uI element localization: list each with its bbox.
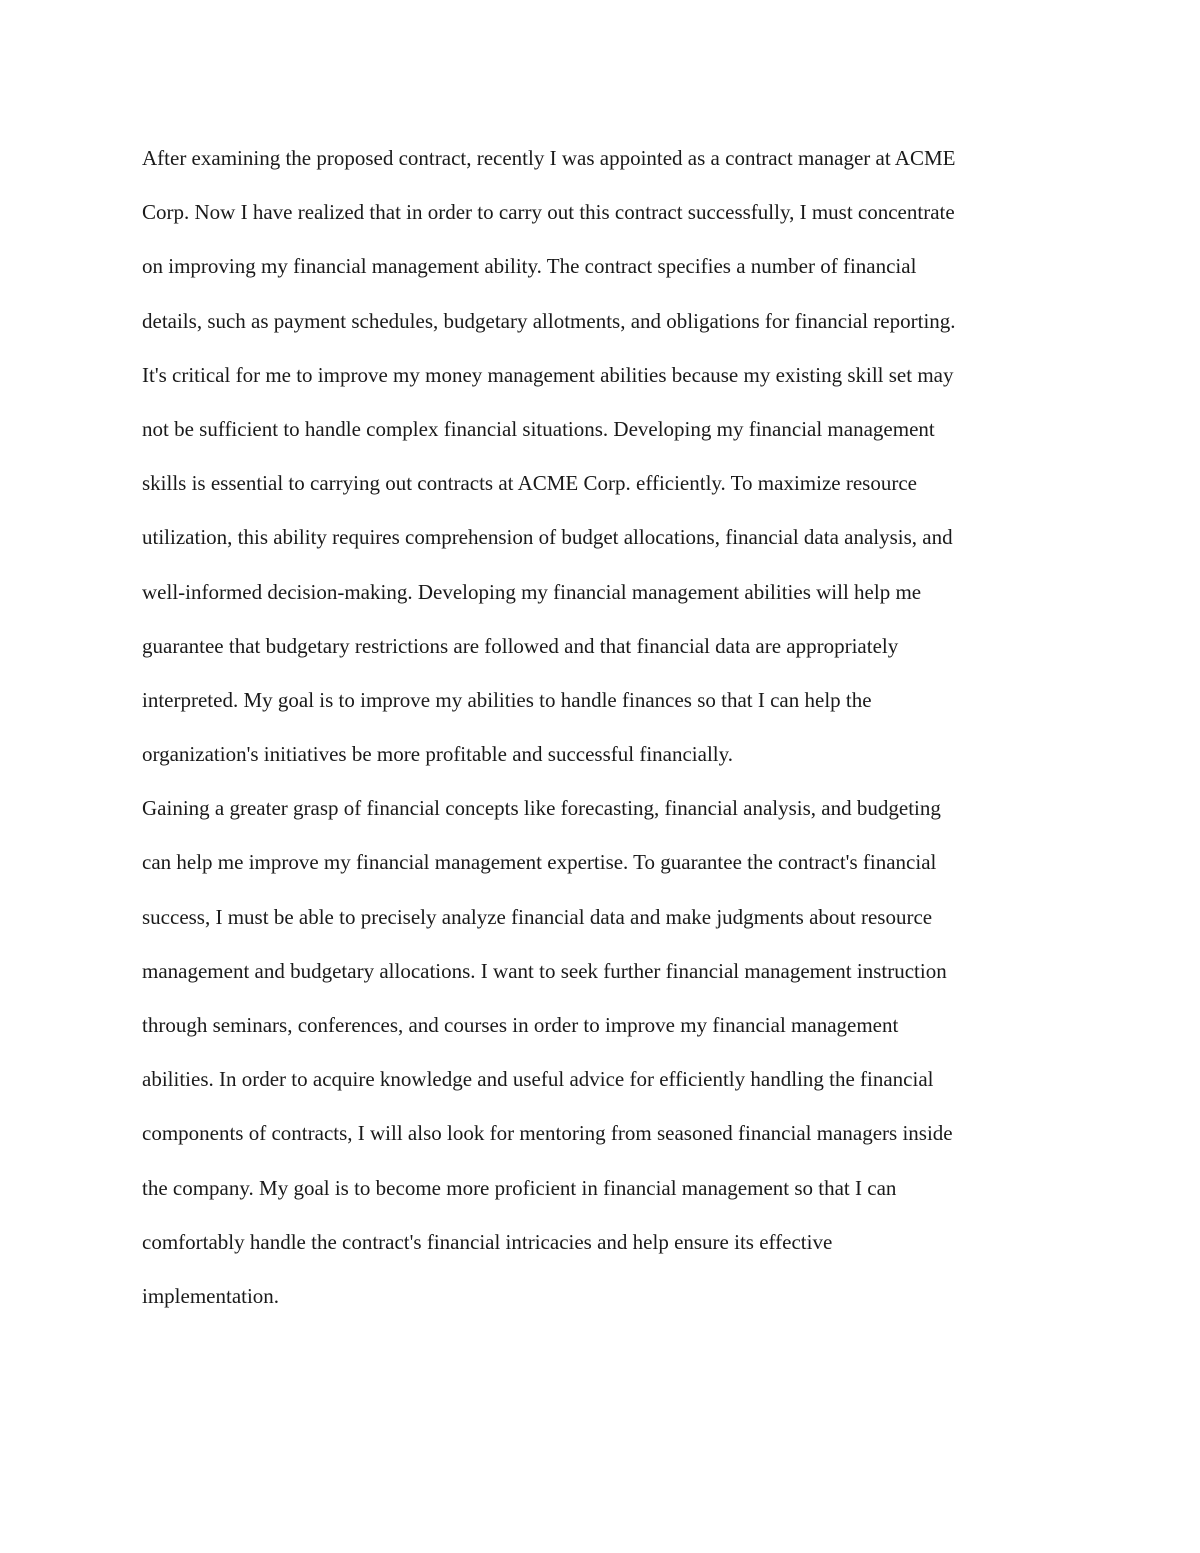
paragraph-line: interpreted. My goal is to improve my abilities to handle finances so that I can help the bbox=[142, 687, 872, 712]
paragraph-line: Gaining a greater grasp of financial concepts like forecasting, financial analysis, and budgeting bbox=[142, 796, 941, 821]
paragraph-line: the company. My goal is to become more proficient in financial management so that I can bbox=[142, 1175, 897, 1200]
paragraph-line: skills is essential to carrying out contracts at ACME Corp. efficiently. To maximize resource bbox=[142, 471, 917, 496]
paragraph-line: It's critical for me to improve my money management abilities because my existing skill set may bbox=[142, 362, 954, 387]
paragraph-line: success, I must be able to precisely analyze financial data and make judgments about resource bbox=[142, 904, 933, 929]
paragraph-line: management and budgetary allocations. I want to seek further financial management instruction bbox=[142, 958, 947, 983]
paragraph-line: can help me improve my financial management expertise. To guarantee the contract's financial bbox=[142, 850, 937, 875]
paragraph-line: on improving my financial management ability. The contract specifies a number of financial bbox=[142, 254, 917, 279]
paragraph-1 bbox=[142, 131, 1062, 781]
paragraph-line: utilization, this ability requires comprehension of budget allocations, financial data analysis, and bbox=[142, 525, 953, 550]
paragraph-line: Corp. Now I have realized that in order to carry out this contract successfully, I must concentrate bbox=[142, 200, 955, 225]
paragraph-line: abilities. In order to acquire knowledge and useful advice for efficiently handling the financial bbox=[142, 1067, 934, 1092]
paragraph-line: not be sufficient to handle complex financial situations. Developing my financial management bbox=[142, 416, 935, 441]
document-body bbox=[142, 131, 1062, 1323]
paragraph-line: guarantee that budgetary restrictions are followed and that financial data are appropriately bbox=[142, 633, 899, 658]
paragraph-line: details, such as payment schedules, budgetary allotments, and obligations for financial reporting. bbox=[142, 308, 956, 333]
paragraph-line: implementation. bbox=[142, 1283, 280, 1308]
paragraph-2 bbox=[142, 781, 1062, 1323]
paragraph-line: comfortably handle the contract's financial intricacies and help ensure its effective bbox=[142, 1229, 833, 1254]
paragraph-line: components of contracts, I will also look for mentoring from seasoned financial managers inside bbox=[142, 1121, 953, 1146]
paragraph-line: After examining the proposed contract, recently I was appointed as a contract manager at ACME bbox=[142, 146, 956, 170]
paragraph-line: organization's initiatives be more profitable and successful financially. bbox=[142, 742, 734, 767]
paragraph-line: well-informed decision-making. Developing my financial management abilities will help me bbox=[142, 579, 922, 604]
paragraph-line: through seminars, conferences, and courses in order to improve my financial management bbox=[142, 1013, 899, 1037]
